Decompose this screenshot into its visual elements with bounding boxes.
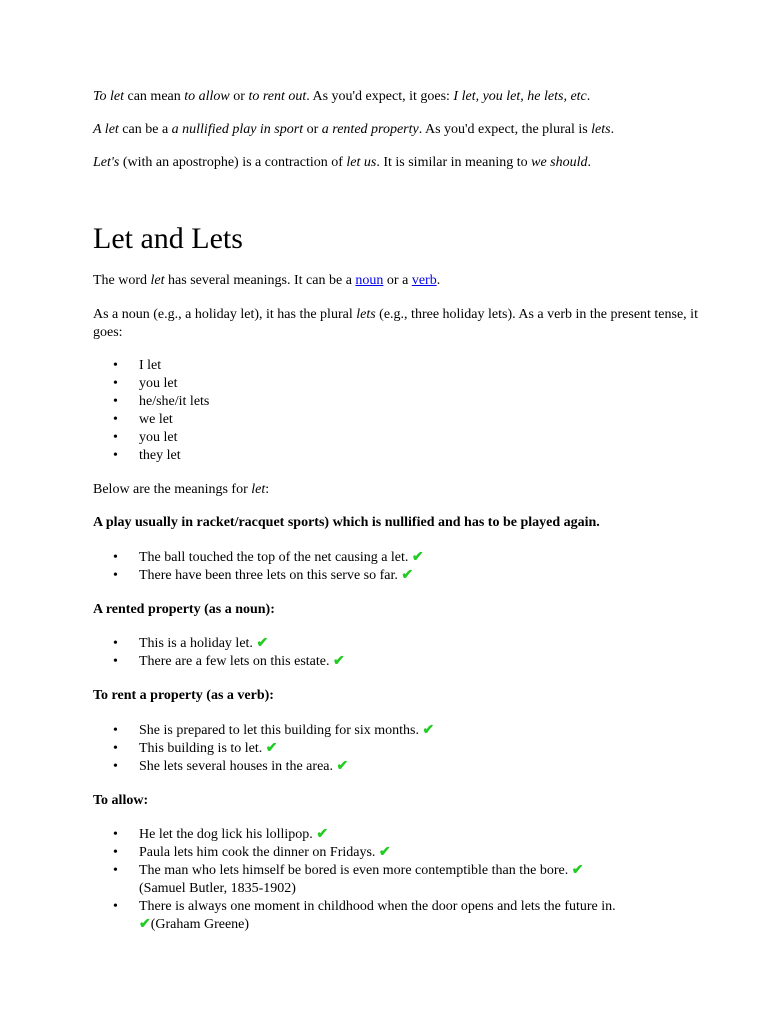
check-icon: ✔ <box>401 568 414 583</box>
check-icon: ✔ <box>378 845 391 860</box>
check-icon: ✔ <box>422 723 435 738</box>
list-item <box>93 653 728 671</box>
paragraph-meanings-intro <box>93 481 728 499</box>
term: let us <box>346 155 377 170</box>
noun-link[interactable]: noun <box>355 273 384 288</box>
check-icon: ✔ <box>265 741 278 756</box>
text: (e.g., three holiday lets). As a verb in the present tense, it goes: <box>93 307 698 340</box>
text: As a noun (e.g., a holiday let), it has the plural <box>93 307 357 322</box>
paragraph-word-let <box>93 272 728 290</box>
check-icon: ✔ <box>332 654 345 669</box>
section-heading-rent-verb <box>93 687 728 705</box>
text: The word <box>93 273 151 288</box>
heading-text: A rented property (as a noun): <box>93 602 275 617</box>
paragraph-noun-plural <box>93 306 728 342</box>
check-icon: ✔ <box>139 917 151 932</box>
term: we should <box>531 155 588 170</box>
text: . It is similar in meaning to <box>376 155 532 170</box>
example-text: The ball touched the top of the net causing a let. <box>139 550 409 565</box>
term: I let, you let, he lets, etc <box>453 89 587 104</box>
term: Let's <box>93 155 120 170</box>
term: let <box>251 482 266 497</box>
text: . <box>436 273 441 288</box>
list-item <box>93 758 728 776</box>
quote-text: There is always one moment in childhood when the door opens and lets the future in. <box>139 899 616 914</box>
list-item <box>93 740 728 758</box>
check-icon: ✔ <box>316 827 329 842</box>
list-item: • we let <box>93 411 728 429</box>
text: . As you'd expect, it goes: <box>306 89 454 104</box>
check-icon: ✔ <box>336 759 349 774</box>
text: can be a <box>118 122 172 137</box>
heading-text: A play usually in racket/racquet sports) which is nullified and has to be played again. <box>93 515 600 530</box>
verb-link[interactable]: verb <box>411 273 437 288</box>
term: a rented property <box>321 122 419 137</box>
example-list <box>93 826 728 934</box>
term: lets <box>591 122 611 137</box>
list-item <box>93 635 728 653</box>
check-icon: ✔ <box>256 636 269 651</box>
list-item <box>93 567 728 585</box>
heading-text: To allow: <box>93 793 149 808</box>
term: a nullified play in sport <box>171 122 304 137</box>
quote-source: (Graham Greene) <box>150 917 250 932</box>
term: to rent out <box>248 89 307 104</box>
term: let <box>150 273 165 288</box>
example-text: She lets several houses in the area. <box>139 759 333 774</box>
quote-source: (Samuel Butler, 1835-1902) <box>139 881 296 896</box>
term: lets <box>356 307 376 322</box>
intro-line-let-verb <box>93 88 728 106</box>
example-text: This is a holiday let. <box>139 636 253 651</box>
conjugation-list <box>93 357 728 465</box>
term: A let <box>93 122 119 137</box>
text: can mean <box>124 89 185 104</box>
example-list <box>93 549 728 585</box>
example-text: He let the dog lick his lollipop. <box>139 827 313 842</box>
list-item <box>93 862 728 898</box>
term: To let <box>93 89 124 104</box>
list-item <box>93 722 728 740</box>
check-icon: ✔ <box>571 863 584 878</box>
text: . <box>610 122 615 137</box>
intro-line-lets-apostrophe <box>93 154 728 172</box>
section-heading-rented-property <box>93 601 728 619</box>
example-text: This building is to let. <box>139 741 263 756</box>
list-item: • he/she/it lets <box>93 393 728 411</box>
list-item: • I let <box>93 357 728 375</box>
text: (with an apostrophe) is a contraction of <box>119 155 347 170</box>
heading-text: To rent a property (as a verb): <box>93 688 274 703</box>
quote-text: The man who lets himself be bored is even more contemptible than the bore. <box>139 863 569 878</box>
text: Below are the meanings for <box>93 482 252 497</box>
list-item: • you let <box>93 375 728 393</box>
list-item <box>93 898 728 934</box>
text: or <box>229 89 249 104</box>
example-list <box>93 722 728 776</box>
text: or <box>303 122 322 137</box>
text: . As you'd expect, the plural is <box>418 122 592 137</box>
page-title: Let and Lets <box>93 222 243 255</box>
example-list <box>93 635 728 671</box>
example-text: She is prepared to let this building for six months. <box>139 723 419 738</box>
section-heading-nullified-play <box>93 514 728 532</box>
list-item: • you let <box>93 429 728 447</box>
list-item <box>93 826 728 844</box>
text: . <box>587 155 591 170</box>
list-item <box>93 549 728 567</box>
intro-line-let-noun <box>93 121 728 139</box>
example-text: Paula lets him cook the dinner on Fridays. <box>139 845 376 860</box>
example-text: There are a few lets on this estate. <box>139 654 330 669</box>
text: . <box>586 89 591 104</box>
term: to allow <box>184 89 230 104</box>
check-icon: ✔ <box>411 550 424 565</box>
text: has several meanings. It can be a <box>164 273 356 288</box>
example-text: There have been three lets on this serve so far. <box>139 568 398 583</box>
list-item: • they let <box>93 447 728 465</box>
text: : <box>265 482 270 497</box>
text: or a <box>383 273 412 288</box>
list-item <box>93 844 728 862</box>
section-heading-to-allow <box>93 792 728 810</box>
